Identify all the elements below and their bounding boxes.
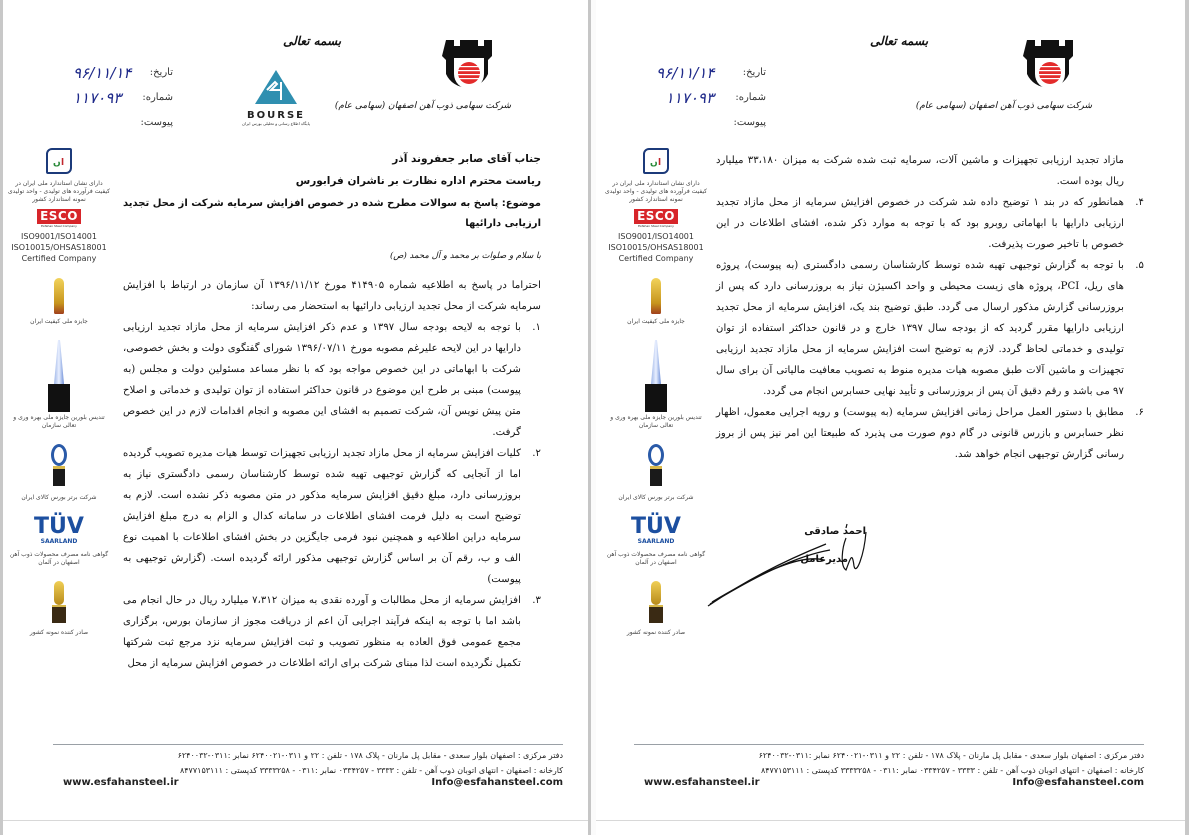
iso-line-3: Certified Company	[618, 254, 694, 263]
factory-address: کارخانه : اصفهان - انتهای اتوبان ذوب آهن - تلفن : ۳۳۳۳ - ۰۳۳۴۲۵۷ نمابر :۰۳۱۱ - ۳۳۳۳۲۵۸ کدپستی : ۸۴۷۷۱۵۳۱۱۱	[760, 766, 1144, 775]
number-row	[73, 85, 173, 110]
tuv-logo: TÜV	[34, 514, 84, 539]
quality-award-trophy-icon	[651, 278, 661, 314]
letter-page-2	[596, 0, 1189, 835]
number-label: شماره:	[142, 92, 173, 103]
tuv-subtitle: SAARLAND	[637, 538, 675, 545]
exporter-trophy-icon	[649, 581, 663, 625]
bourse-subtitle: پایگاه اطلاع رسانی و تحلیلی بورس ایران	[242, 121, 310, 126]
item-number: ۲.	[532, 448, 541, 459]
email-link[interactable]: Info@esfahansteel.com	[431, 777, 563, 788]
certifications-sidebar	[604, 148, 708, 637]
footer-divider	[634, 744, 1144, 745]
esco-logo: ESCO	[634, 209, 678, 224]
letter-subject: موضوع: پاسخ به سوالات مطرح شده در خصوص افزایش سرمایه شرکت از محل تجدید ارزیابی دارائیها	[123, 198, 541, 229]
addressee-title: ریاست محترم اداره نظارت بر ناشران فرابورس	[295, 175, 541, 187]
bourse-award-trophy-icon	[51, 444, 67, 490]
date-value: ۹۶/۱۱/۱۴	[73, 63, 132, 82]
attachment-label: پیوست:	[140, 117, 173, 128]
exporter-trophy-icon	[52, 581, 66, 625]
letter-meta	[656, 60, 766, 135]
letter-footer	[644, 744, 1144, 788]
standard-text: دارای نشان استاندارد ملی ایران در کیفیت فرآورده های تولیدی - واحد تولیدی نمونه استاندارد کشور	[604, 180, 708, 203]
iso-line-1: ISO9001/ISO14001	[21, 232, 97, 241]
award-1-text: جایزه ملی کیفیت ایران	[30, 318, 88, 325]
esfahan-steel-emblem-icon	[438, 36, 500, 98]
award-4-text: گواهی نامه مصرف محصولات ذوب آهن اصفهان در آلمان	[9, 551, 109, 566]
item-number: ۳.	[532, 595, 541, 606]
bourse-award-trophy-icon	[648, 444, 664, 490]
standard-text: دارای نشان استاندارد ملی ایران در کیفیت فرآورده های تولیدی - واحد تولیدی نمونه استاندارد کشور	[7, 180, 111, 203]
letter-page-1	[0, 0, 588, 835]
item-text: با توجه به لایحه بودجه سال ۱۳۹۷ و عدم ذکر افزایش سرمایه از محل مازاد تجدید ارزیابی دارایها در این لایحه علیرغم مصوبه مورخ ۱۳۹۶/۰۷/۱۱ شورای گفتگوی دولت و بخش خصوصی، شرکت با ابهاماتی در این خصوص مواجه بود که با نظر مساعد مسئولین دولت و مجلس (به پیوست) مبنی بر طرح این موضوع در قانون حداکثر استفاده از توان تولیدی و خدماتی و اصلاح متن پیش نویس آن، شرکت تصمیم به افشای این مصوبه و انجام اقدامات لازم در این خصوص گرفت.	[123, 322, 521, 438]
email-link[interactable]: Info@esfahansteel.com	[1012, 777, 1144, 788]
signature-block	[706, 520, 896, 610]
iso-line-1: ISO9001/ISO14001	[618, 232, 694, 241]
esfahan-steel-logo	[915, 36, 1092, 111]
number-value: ۱۱۷۰۹۳	[665, 88, 714, 107]
attachment-label: پیوست:	[733, 117, 766, 128]
date-label: تاریخ:	[149, 67, 173, 78]
list-item	[123, 443, 541, 590]
crystal-trophy-icon	[48, 340, 70, 410]
bismillah-heading: بسمه تعالی	[870, 34, 929, 48]
continuation-paragraph: مازاد تجدید ارزیابی تجهیزات و ماشین آلات، سرمایه ثبت شده شرکت به میزان ۳۳،۱۸۰ میلیارد ریال بوده است.	[716, 155, 1124, 187]
factory-address: کارخانه : اصفهان - انتهای اتوبان ذوب آهن - تلفن : ۳۳۳۳ - ۰۳۳۴۲۵۷ نمابر :۰۳۱۱ - ۳۳۳۳۲۵۸ کدپستی : ۸۴۷۷۱۵۳۱۱۱	[179, 766, 563, 775]
number-label: شماره:	[735, 92, 766, 103]
tuv-logo: TÜV	[631, 514, 681, 539]
head-office-address: دفتر مرکزی : اصفهان بلوار سعدی - مقابل پل مارنان - پلاک ۱۷۸ - تلفن : ۲۲ و ۰۳۱۱-۶۲۴۰۰۲۱ نمابر :۰۳۱۱-۶۲۴۰۰۳۲	[758, 751, 1144, 760]
page-bottom-edge	[3, 820, 588, 821]
item-text: همانطور که در بند ۱ توضیح داده شد شرکت در خصوص افزایش سرمایه از محل مازاد تجدید ارزیابی دارایها با ابهاماتی روبرو بود که با توجه به موارد ذکر شده، افشای اطلاعات در این خصوص با تاخیر صورت پذیرفت.	[716, 197, 1124, 250]
number-value: ۱۱۷۰۹۳	[73, 88, 122, 107]
website-link[interactable]: www.esfahansteel.ir	[644, 777, 760, 788]
item-text: کلیات افزایش سرمایه از محل مازاد تجدید ارزیابی تجهیزات توسط هیات مدیره تصویب گردیده اما از آنجایی که گزارش توجیهی تهیه شده توسط کارشناسان رسمی دادگستری نیاز به بروزرسانی دارد، مبلغ دقیق افزایش سرمایه مذکور در متن مصوبه ذکر نشده است. لازم به توضیح است به دلیل فرمت افشای اطلاعات در سامانه کدال و الزام به درج مبلغ افزایش سرمایه دراین اطلاعیه و همچنین نبود فرمی جایگزین در بخش افشای اطلاعات با اهمیت نوع الف و ب، رقم آن بر اساس گزارش توجیهی مذکور ارائه گردیده است. (گزارش توجیهی به پیوست)	[123, 448, 521, 585]
award-2-text: تندیس بلورین جایزه ملی بهره وری و تعالی سازمان	[13, 414, 105, 429]
intro-paragraph: احتراما در پاسخ به اطلاعیه شماره ۴۱۴۹۰۵ مورخ ۱۳۹۶/۱۱/۱۲ آن سازمان در ارتباط با افزایش سرمایه شرکت از محل تجدید ارزیابی دارائیها به استحضار می رساند:	[123, 280, 541, 312]
company-name: شرکت سهامی ذوب آهن اصفهان	[969, 101, 1092, 111]
letter-footer	[63, 744, 563, 788]
letter-meta	[73, 60, 173, 135]
tuv-subtitle: SAARLAND	[40, 538, 78, 545]
list-item	[123, 317, 541, 443]
item-number: ۶.	[1135, 407, 1144, 418]
bourse-triangle-icon	[253, 68, 299, 106]
company-name: شرکت سهامی ذوب آهن اصفهان	[388, 101, 511, 111]
attachment-row	[73, 110, 173, 135]
footer-divider	[53, 744, 563, 745]
iso-line-3: Certified Company	[21, 254, 97, 263]
item-number: ۵.	[1135, 260, 1144, 271]
head-office-address: دفتر مرکزی : اصفهان بلوار سعدی - مقابل پل مارنان - پلاک ۱۷۸ - تلفن : ۲۲ و ۰۳۱۱-۶۲۴۰۰۲۱ نمابر :۰۳۱۱-۶۲۴۰۰۳۲	[177, 751, 563, 760]
award-3-text: شرکت برتر بورس کالای ایران	[21, 494, 97, 501]
item-text: مطابق با دستور العمل مراحل زمانی افزایش سرمایه (به پیوست) و رویه اجرایی معمول، اظهار نظر حسابرس و بازرس قانونی در گام دوم صورت می پذیرد که طبیعتا این امر نیز پس از بروز رسانی گزارش توجیهی انجام خواهد شد.	[716, 407, 1124, 460]
company-type: (سهامی عام)	[915, 101, 967, 111]
number-row	[656, 85, 766, 110]
esco-logo: ESCO	[37, 209, 81, 224]
iran-standard-icon: ں ا	[46, 148, 72, 174]
date-row	[656, 60, 766, 85]
award-3-text: شرکت برتر بورس کالای ایران	[618, 494, 694, 501]
signatory-title: مدیرعامل	[800, 554, 848, 565]
crystal-trophy-icon	[645, 340, 667, 410]
award-5-text: صادر کننده نمونه کشور	[626, 629, 686, 636]
certifications-sidebar	[7, 148, 111, 637]
page-bottom-edge	[596, 820, 1185, 821]
iran-standard-icon: ں ا	[643, 148, 669, 174]
item-text: با توجه به گزارش توجیهی تهیه شده توسط کارشناسان رسمی دادگستری (به پیوست)، پروژه های ریل، PCI، پروژه های زیست محیطی و واحد اکسیژن نیاز به بروزرسانی دارد که پس از بروزرسانی گزارش مذکور ارسال می گردد. طبق توضیح بند یک، افزایش سرمایه از محل تجدید ارزیابی دارایها مقرر گردید که از بودجه سال ۱۳۹۷ خارج و در قانون حداکثر استفاده از توان تولیدی و خدماتی لحاظ گردد. لازم به توضیح است افزایش سرمایه از محل مازاد تجدید ارزیابی تجهیزات و ماشین آلات طبق مصوبه هیات مدیره منوط به تصویب معافیت مالیاتی آن برای سال ۹۷ می باشد و رقم دقیق آن پس از بروزرسانی و تأیید نهایی حسابرس انجام می گردد.	[716, 260, 1124, 397]
award-2-text: تندیس بلورین جایزه ملی بهره وری و تعالی سازمان	[610, 414, 702, 429]
award-4-text: گواهی نامه مصرف محصولات ذوب آهن اصفهان در آلمان	[606, 551, 706, 566]
list-item	[716, 255, 1144, 402]
item-text: افزایش سرمایه از محل مطالبات و آورده نقدی به میزان ۷،۳۱۲ میلیارد ریال در حال انجام می باشد اما با توجه به اینکه فرآیند اجرایی آن اعم از دریافت مجوز از سازمان بورس، برگزاری مجمع عمومی فوق العاده به منظور تصویب و ثبت افزایش سرمایه نزد مرجع ثبت شرکتها تکمیل نگردیده است لذا مبنای شرکت برای ارائه اطلاعات در خصوص افزایش سرمایه از محل	[123, 595, 522, 669]
esco-subtitle: Esfahan Steel Company	[638, 224, 674, 228]
website-link[interactable]: www.esfahansteel.ir	[63, 777, 179, 788]
iso-line-2: ISO10015/OHSAS18001	[11, 243, 107, 252]
item-number: ۴.	[1135, 197, 1144, 208]
letter-body-2	[716, 150, 1144, 465]
bourse-wordmark: BOURSE	[247, 110, 305, 121]
date-label: تاریخ:	[742, 67, 766, 78]
list-item	[716, 192, 1144, 255]
iso-line-2: ISO10015/OHSAS18001	[608, 243, 704, 252]
date-value: ۹۶/۱۱/۱۴	[656, 63, 715, 82]
esfahan-steel-emblem-icon	[1019, 36, 1081, 98]
bourse-logo	[241, 68, 311, 126]
esfahan-steel-logo	[334, 36, 511, 111]
award-1-text: جایزه ملی کیفیت ایران	[627, 318, 685, 325]
item-number: ۱.	[532, 322, 541, 333]
company-type: (سهامی عام)	[334, 101, 386, 111]
quality-award-trophy-icon	[54, 278, 64, 314]
greeting: با سلام و صلوات بر محمد و آل محمد (ص)	[389, 251, 541, 261]
addressee-name: جناب آقای صابر جعفروند آذر	[392, 153, 541, 165]
bismillah-heading: بسمه تعالی	[283, 34, 342, 48]
letter-body-1	[123, 148, 541, 674]
list-item	[716, 402, 1144, 465]
date-row	[73, 60, 173, 85]
attachment-row	[656, 110, 766, 135]
list-item	[123, 590, 541, 674]
signatory-name: احمد صادقی	[804, 526, 866, 537]
handwritten-signature-icon	[706, 520, 896, 610]
award-5-text: صادر کننده نمونه کشور	[29, 629, 89, 636]
esco-subtitle: Esfahan Steel Company	[41, 224, 77, 228]
page-gutter	[588, 0, 596, 835]
